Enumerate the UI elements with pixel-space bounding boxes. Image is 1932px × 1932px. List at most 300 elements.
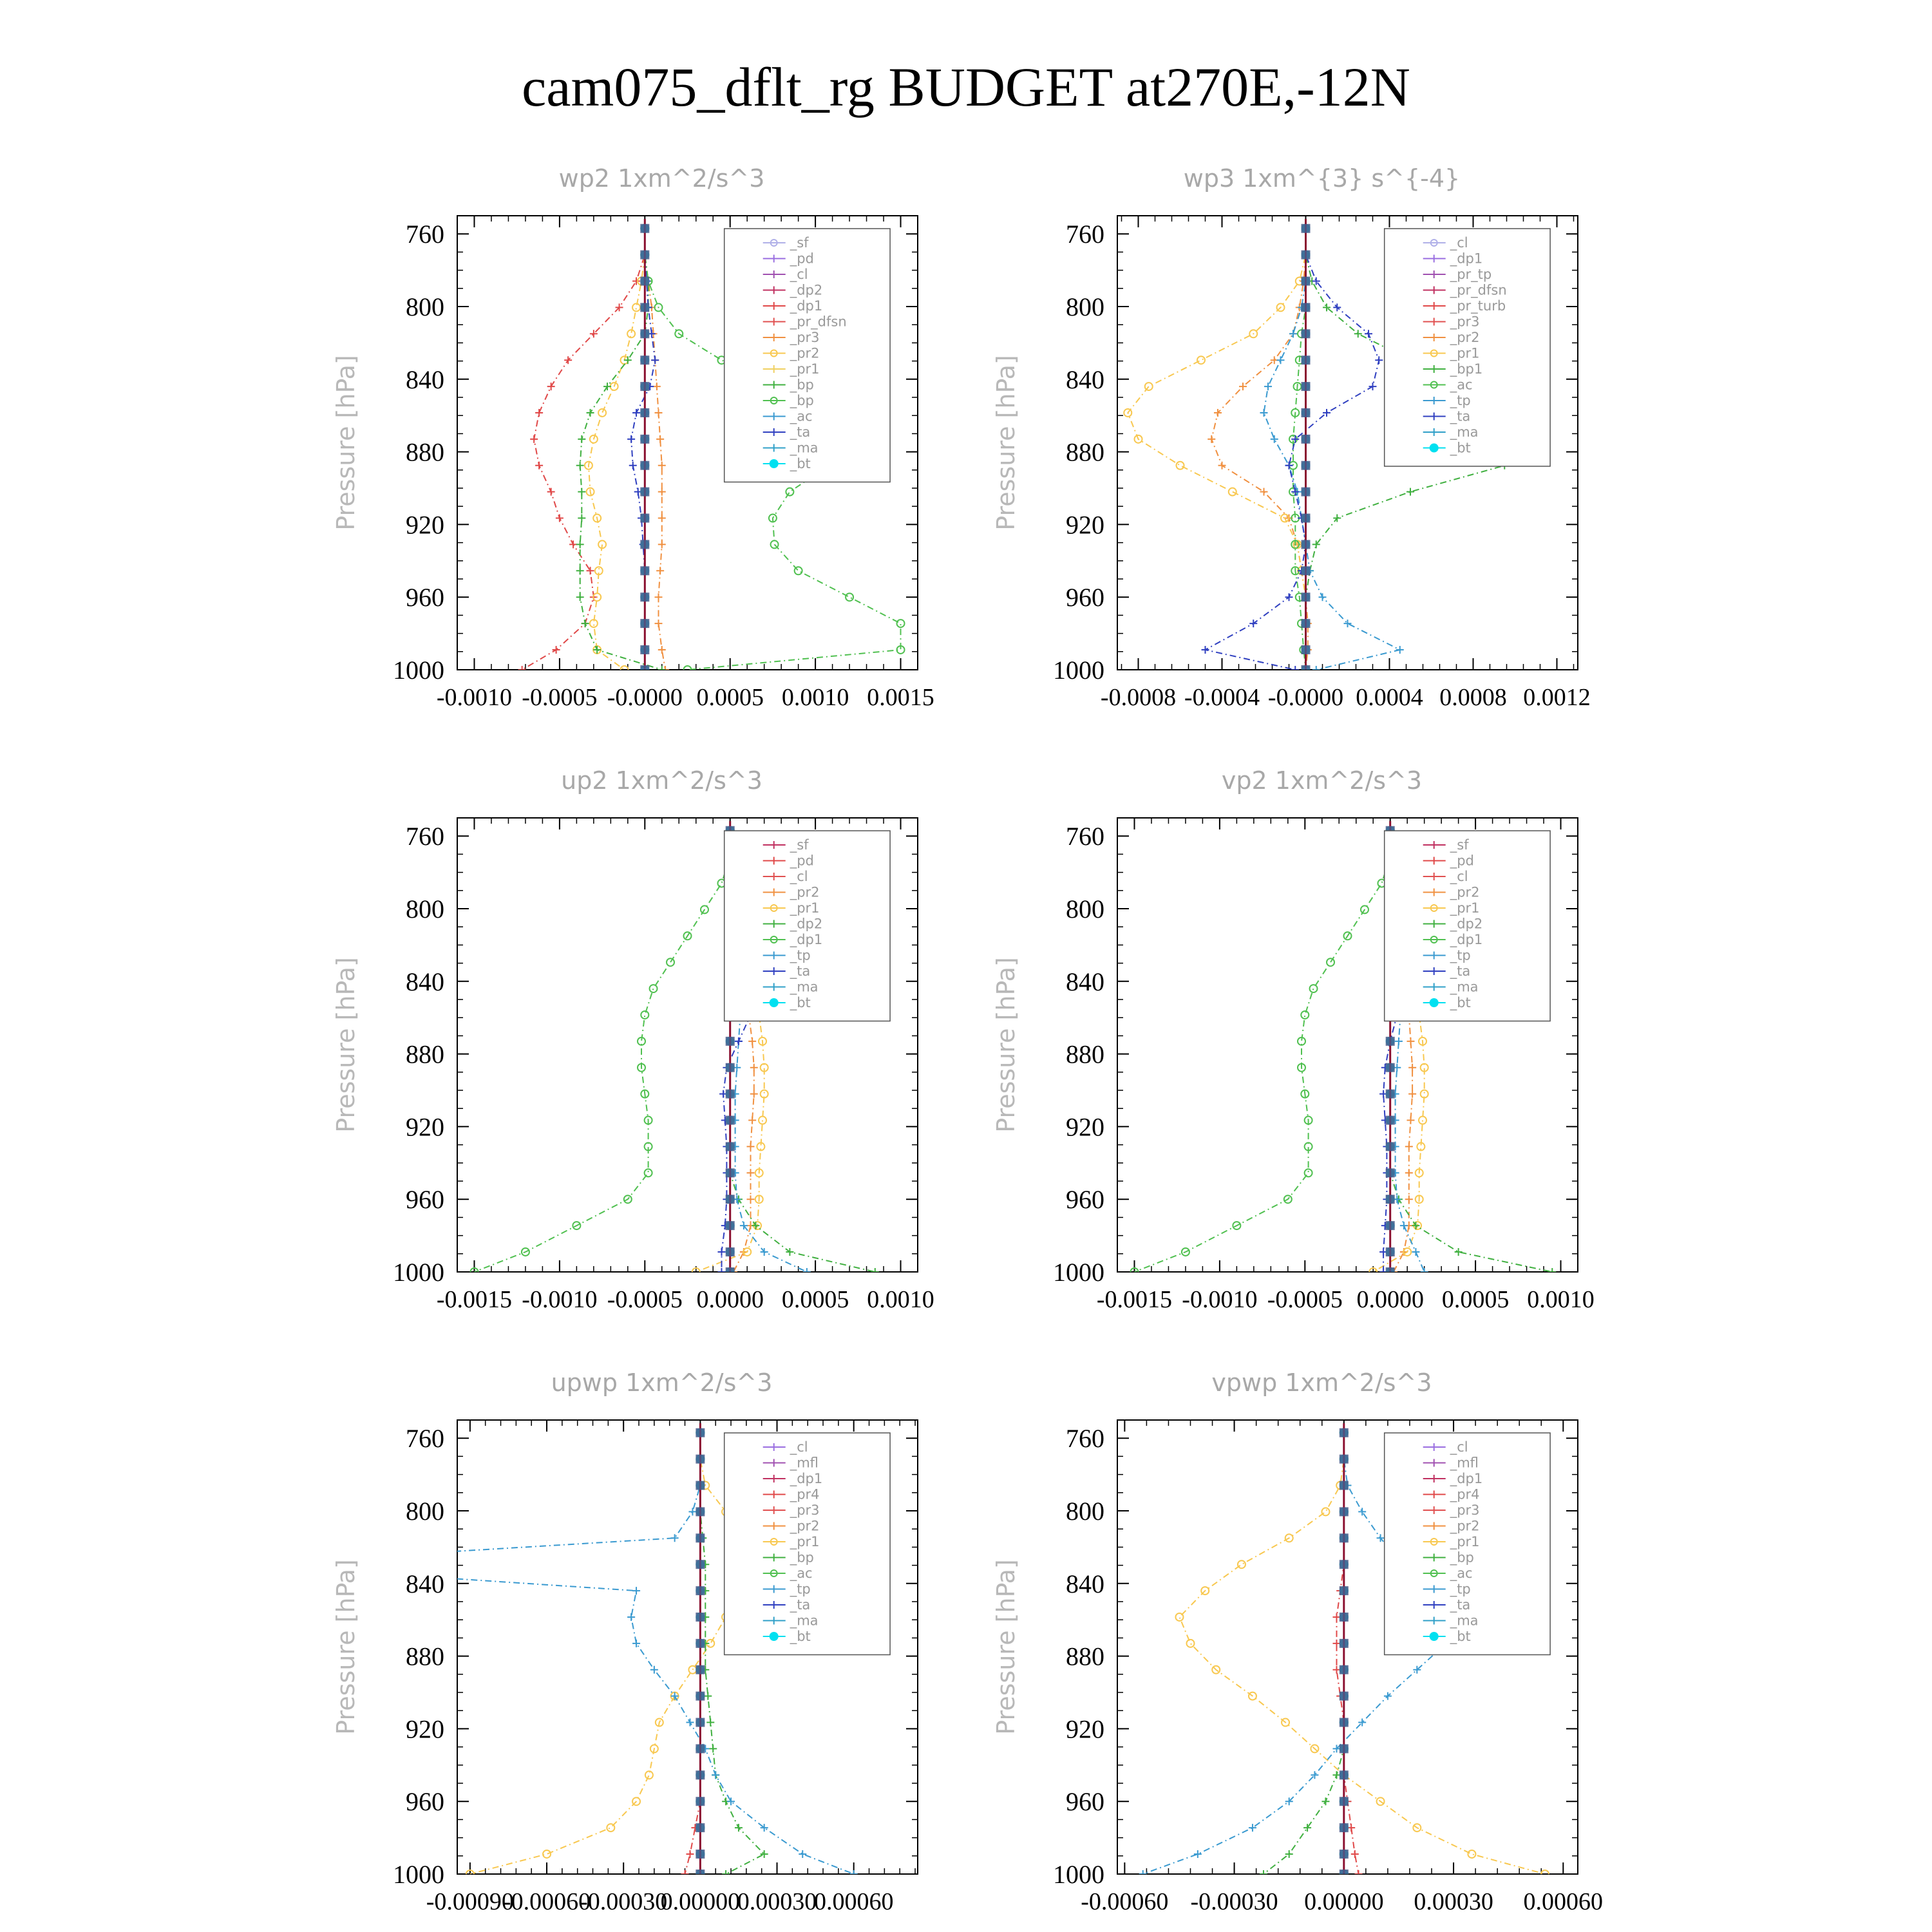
panel-title: up2 1xm^2/s^3	[561, 766, 762, 795]
zero-marker	[1386, 1267, 1395, 1276]
data-point	[1354, 330, 1362, 337]
y-tick-label: 880	[406, 437, 444, 467]
y-tick-label: 920	[406, 1714, 444, 1744]
legend-entry: _pr4	[790, 1486, 820, 1502]
series-line	[1264, 1433, 1344, 1874]
zero-marker	[640, 355, 649, 365]
data-point	[654, 620, 662, 627]
data-point	[641, 1011, 649, 1019]
series-line	[1264, 229, 1400, 670]
data-point	[1548, 1268, 1556, 1276]
legend-entry: _ma	[1450, 424, 1479, 440]
y-tick-label: 760	[406, 220, 444, 249]
legend-entry: _dp1	[1450, 251, 1483, 267]
zero-marker	[640, 408, 649, 417]
zero-marker	[1386, 1037, 1395, 1046]
page-title: cam075_dflt_rg BUDGET at270E,-12N	[522, 56, 1410, 118]
data-point	[658, 540, 666, 548]
zero-marker	[1386, 1142, 1395, 1151]
data-point	[748, 1117, 756, 1124]
legend-entry: _bp	[790, 1549, 814, 1566]
zero-marker	[1340, 1613, 1349, 1622]
data-point	[1468, 1850, 1475, 1858]
legend-entry: _bt	[1450, 1629, 1471, 1644]
y-tick-label: 760	[1066, 822, 1104, 851]
data-point	[1291, 666, 1299, 674]
data-point	[578, 435, 585, 443]
legend-entry: _pr_dfsn	[1450, 282, 1507, 298]
data-point	[1421, 1268, 1428, 1276]
zero-marker	[1302, 665, 1311, 674]
x-tick-label: 0.0005	[781, 1286, 849, 1313]
zero-marker	[1386, 1247, 1395, 1256]
x-tick-label: 0.00000	[1304, 1888, 1384, 1915]
zero-marker	[726, 1037, 735, 1046]
data-point	[1395, 1037, 1403, 1045]
data-point	[1264, 383, 1272, 390]
legend-entry: _bt	[1450, 995, 1471, 1010]
data-point	[1408, 1064, 1416, 1072]
data-point	[1358, 1508, 1366, 1515]
x-tick-label: 0.0012	[1523, 684, 1591, 711]
legend-entry: _ac	[790, 1566, 813, 1581]
x-tick-label: 0.0010	[867, 1286, 934, 1313]
legend-entry: _mfl	[790, 1455, 819, 1471]
y-tick-label: 840	[406, 365, 444, 394]
data-point	[761, 1850, 768, 1858]
zero-marker	[1302, 435, 1311, 444]
zero-marker	[1386, 1116, 1395, 1125]
data-point	[658, 462, 666, 469]
y-tick-label: 960	[406, 1787, 444, 1817]
legend-entry: _pd	[1450, 853, 1474, 869]
legend-entry: _ta	[790, 424, 811, 440]
data-point	[576, 593, 584, 601]
y-tick-label: 760	[1066, 1424, 1104, 1454]
data-point	[578, 515, 585, 522]
data-point	[706, 1719, 714, 1727]
y-tick-label: 1000	[393, 1860, 444, 1889]
zero-marker	[640, 566, 649, 575]
zero-marker	[726, 1116, 735, 1125]
data-point	[582, 620, 589, 627]
legend-entry: _ta	[790, 963, 811, 979]
zero-marker	[696, 1533, 705, 1542]
zero-marker	[1302, 382, 1311, 391]
data-point	[658, 488, 666, 496]
y-tick-label: 1000	[1053, 656, 1104, 685]
y-tick-label: 880	[406, 1642, 444, 1671]
legend-entry: _pr1	[1450, 900, 1480, 916]
legend-entry: _sf	[1450, 837, 1469, 853]
legend-entry: _pd	[790, 251, 814, 267]
zero-marker	[726, 1090, 735, 1099]
x-tick-label: 0.00000	[660, 1888, 741, 1915]
legend-entry: _pr2	[1450, 884, 1480, 900]
x-tick-label: 0.0008	[1439, 684, 1507, 711]
legend-entry: _pr2	[790, 345, 820, 361]
data-point	[717, 1248, 725, 1256]
x-tick-label: -0.0008	[1100, 684, 1177, 711]
legend-entry: _bt	[790, 1629, 811, 1644]
data-point	[1332, 1613, 1340, 1621]
zero-marker	[726, 1168, 735, 1177]
x-tick-label: 0.0005	[696, 684, 764, 711]
data-point	[748, 1037, 756, 1045]
zero-marker	[726, 1247, 735, 1256]
data-point	[1260, 1870, 1267, 1878]
panel-3	[332, 766, 934, 1313]
data-point	[632, 1587, 640, 1595]
data-point	[1218, 462, 1226, 469]
y-tick-label: 840	[406, 967, 444, 996]
zero-marker	[696, 1850, 705, 1859]
zero-marker	[1302, 355, 1311, 365]
data-point	[1289, 330, 1297, 337]
y-tick-label: 1000	[1053, 1860, 1104, 1889]
zero-marker	[640, 251, 649, 260]
data-point	[530, 435, 538, 443]
zero-marker	[1340, 1665, 1349, 1674]
legend-entry: _dp1	[1450, 932, 1483, 947]
legend-entry: _pr3	[790, 330, 820, 345]
legend-marker	[770, 459, 779, 468]
x-tick-label: 0.0005	[1441, 1286, 1510, 1313]
legend-entry: _bp	[790, 393, 814, 408]
data-point	[1321, 1508, 1329, 1515]
data-point	[1406, 488, 1414, 496]
zero-marker	[696, 1718, 705, 1727]
legend-marker	[1430, 444, 1439, 453]
data-point	[656, 435, 664, 443]
data-point	[746, 1195, 754, 1203]
y-tick-label: 800	[1066, 292, 1104, 321]
x-tick-label: 0.0004	[1356, 684, 1423, 711]
legend-entry: _ma	[1450, 1613, 1479, 1629]
data-point	[535, 462, 543, 469]
data-point	[556, 515, 564, 522]
legend-entry: _pr1	[790, 1534, 820, 1549]
y-tick-label: 800	[1066, 1497, 1104, 1526]
legend-entry: _dp1	[1450, 1471, 1483, 1486]
zero-marker	[726, 1195, 735, 1204]
data-point	[1285, 462, 1293, 469]
legend-entry: _pr4	[1450, 1486, 1480, 1502]
data-point	[803, 1268, 811, 1276]
x-tick-label: 0.00060	[1523, 1888, 1604, 1915]
zero-marker	[696, 1692, 705, 1701]
zero-marker	[696, 1665, 705, 1674]
legend-entry: _ma	[790, 440, 819, 456]
data-point	[1208, 435, 1215, 443]
y-axis-label: Pressure [hPa]	[992, 957, 1020, 1133]
y-tick-label: 800	[406, 1497, 444, 1526]
data-point	[1229, 488, 1236, 496]
data-point	[1238, 1560, 1245, 1568]
x-tick-label: -0.0015	[1096, 1286, 1173, 1313]
x-tick-label: -0.0000	[607, 684, 683, 711]
x-tick-label: 0.0010	[1527, 1286, 1595, 1313]
legend-entry: _ma	[790, 1613, 819, 1629]
y-tick-label: 840	[1066, 1569, 1104, 1598]
legend-entry: _dp2	[790, 282, 823, 298]
x-tick-label: -0.0004	[1184, 684, 1260, 711]
legend-marker	[770, 998, 779, 1007]
data-point	[1405, 1169, 1413, 1177]
panel-title: vpwp 1xm^2/s^3	[1211, 1368, 1432, 1397]
panel-6	[992, 1368, 1603, 1915]
data-point	[846, 593, 853, 601]
x-tick-label: -0.00090	[426, 1888, 514, 1915]
zero-marker	[1386, 1221, 1395, 1230]
panel-title: upwp 1xm^2/s^3	[551, 1368, 773, 1397]
y-tick-label: 1000	[1053, 1258, 1104, 1287]
zero-marker	[1340, 1744, 1349, 1753]
legend-entry: _pr1	[1450, 1534, 1480, 1549]
data-point	[1303, 1824, 1311, 1832]
data-point	[1214, 409, 1222, 417]
data-point	[1405, 1142, 1413, 1150]
data-point	[658, 646, 666, 654]
legend-entry: _pr3	[790, 1502, 820, 1518]
data-point	[746, 1142, 754, 1150]
zero-marker	[1302, 488, 1311, 497]
data-point	[1312, 666, 1320, 674]
legend-entry: _dp2	[790, 916, 823, 932]
legend-entry: _sf	[790, 235, 809, 251]
data-point	[518, 666, 526, 674]
zero-marker	[696, 1560, 705, 1569]
data-point	[656, 567, 664, 574]
data-point	[1332, 1771, 1340, 1779]
y-tick-label: 960	[1066, 583, 1104, 612]
data-point	[653, 383, 661, 390]
zero-marker	[640, 619, 649, 628]
data-point	[1305, 1169, 1312, 1177]
x-tick-label: -0.00030	[1190, 1888, 1278, 1915]
series-line	[1128, 229, 1305, 670]
legend-entry: _bt	[790, 456, 811, 471]
zero-marker	[1302, 619, 1311, 628]
zero-marker	[1302, 461, 1311, 470]
legend-entry: _dp2	[1450, 916, 1483, 932]
data-point	[1175, 1613, 1183, 1621]
series-line	[631, 229, 655, 670]
x-tick-label: -0.0005	[607, 1286, 683, 1313]
zero-marker	[640, 592, 649, 601]
legend-entry: _ta	[1450, 963, 1471, 979]
zero-marker	[640, 329, 649, 338]
data-point	[681, 1870, 689, 1878]
data-point	[587, 409, 594, 417]
data-point	[658, 515, 666, 522]
data-point	[564, 356, 572, 364]
legend-marker	[1430, 1632, 1439, 1641]
legend-entry: _sf	[790, 837, 809, 853]
data-point	[629, 462, 637, 469]
data-point	[786, 488, 793, 496]
data-point	[1396, 646, 1404, 654]
y-tick-label: 760	[406, 822, 444, 851]
zero-marker	[696, 1586, 705, 1595]
x-tick-label: -0.0000	[1267, 684, 1344, 711]
legend-entry: _cl	[1450, 869, 1468, 884]
data-point	[795, 567, 802, 574]
zero-marker	[1340, 1797, 1349, 1806]
data-point	[1365, 330, 1372, 337]
data-point	[709, 1745, 717, 1752]
data-point	[651, 356, 659, 364]
data-point	[627, 435, 635, 443]
y-tick-label: 760	[406, 1424, 444, 1454]
data-point	[1332, 1666, 1340, 1674]
y-tick-label: 880	[1066, 1039, 1104, 1069]
y-tick-label: 800	[406, 292, 444, 321]
data-point	[1406, 1117, 1414, 1124]
data-point	[1319, 593, 1327, 601]
legend-entry: _tp	[1450, 1581, 1471, 1597]
data-point	[576, 567, 584, 574]
data-point	[1412, 1248, 1419, 1256]
series-line	[1135, 831, 1390, 1272]
data-point	[1327, 958, 1334, 966]
zero-marker	[1302, 566, 1311, 575]
zero-marker	[1302, 329, 1311, 338]
data-point	[576, 462, 584, 469]
data-point	[850, 1870, 858, 1878]
zero-marker	[1340, 1850, 1349, 1859]
x-tick-label: 0.0010	[781, 684, 849, 711]
data-point	[553, 646, 560, 654]
zero-marker	[1302, 251, 1311, 260]
y-tick-label: 960	[406, 1185, 444, 1215]
data-point	[667, 958, 674, 966]
y-tick-label: 840	[1066, 365, 1104, 394]
zero-marker	[1302, 277, 1311, 286]
zero-marker	[1340, 1507, 1349, 1516]
legend-entry: _pr1	[1450, 345, 1480, 361]
zero-marker	[640, 382, 649, 391]
data-point	[871, 1268, 879, 1276]
legend-entry: _pr_tp	[1450, 267, 1492, 282]
zero-marker	[1340, 1639, 1349, 1648]
zero-marker	[1386, 1195, 1395, 1204]
data-point	[1260, 488, 1268, 496]
data-point	[569, 540, 577, 548]
zero-marker	[696, 1823, 705, 1832]
zero-marker	[1340, 1823, 1349, 1832]
y-tick-label: 1000	[393, 656, 444, 685]
y-tick-label: 1000	[393, 1258, 444, 1287]
x-tick-label: 0.0000	[696, 1286, 764, 1313]
data-point	[535, 409, 543, 417]
data-point	[1369, 383, 1377, 390]
zero-marker	[726, 1221, 735, 1230]
data-point	[752, 1222, 759, 1229]
y-axis-label: Pressure [hPa]	[992, 1559, 1020, 1735]
data-point	[897, 620, 905, 627]
legend-entry: _tp	[1450, 393, 1471, 408]
zero-marker	[640, 488, 649, 497]
legend-entry: _tp	[1450, 947, 1471, 963]
data-point	[576, 540, 584, 548]
data-point	[1405, 1195, 1413, 1203]
data-point	[543, 1850, 551, 1858]
zero-marker	[1302, 645, 1311, 654]
data-point	[1194, 1850, 1202, 1858]
zero-marker	[640, 645, 649, 654]
legend-marker	[1430, 998, 1439, 1007]
zero-marker	[1340, 1560, 1349, 1569]
zero-marker	[696, 1870, 705, 1879]
zero-marker	[726, 1063, 735, 1072]
data-point	[1406, 1037, 1414, 1045]
data-point	[1271, 435, 1278, 443]
data-point	[627, 1613, 635, 1621]
x-tick-label: 0.00030	[737, 1888, 817, 1915]
data-point	[587, 567, 594, 574]
data-point	[735, 1824, 743, 1832]
zero-marker	[1302, 303, 1311, 312]
zero-marker	[640, 461, 649, 470]
data-point	[1139, 1870, 1147, 1878]
legend-entry: _dp1	[790, 932, 823, 947]
x-tick-label: -0.00030	[580, 1888, 668, 1915]
data-point	[1384, 1692, 1392, 1700]
data-point	[236, 1560, 243, 1568]
zero-marker	[696, 1639, 705, 1648]
data-point	[712, 1771, 719, 1779]
series-line	[1293, 229, 1306, 670]
data-point	[1332, 1640, 1340, 1647]
data-point	[1347, 1824, 1355, 1832]
legend-entry: _tp	[790, 1581, 811, 1597]
y-tick-label: 960	[406, 583, 444, 612]
zero-marker	[1302, 224, 1311, 233]
data-point	[654, 593, 662, 601]
legend-entry: _pr3	[1450, 314, 1480, 330]
data-point	[1202, 646, 1209, 654]
data-point	[632, 409, 640, 417]
legend-entry: _pr1	[790, 900, 820, 916]
zero-marker	[1340, 1770, 1349, 1779]
data-point	[1351, 1850, 1359, 1858]
y-tick-label: 880	[406, 1039, 444, 1069]
zero-marker	[1302, 514, 1311, 523]
legend-entry: _pr1	[790, 361, 820, 377]
data-point	[688, 1508, 696, 1515]
legend-entry: _pr_dfsn	[790, 314, 847, 330]
x-tick-label: 0.0015	[867, 684, 934, 711]
legend-entry: _pr2	[1450, 330, 1480, 345]
data-point	[735, 1037, 743, 1045]
data-point	[746, 1169, 754, 1177]
zero-marker	[696, 1613, 705, 1622]
y-tick-label: 960	[1066, 1185, 1104, 1215]
legend-entry: _pr2	[790, 884, 820, 900]
x-tick-label: -0.0010	[1182, 1286, 1258, 1313]
legend-entry: _pr3	[1450, 1502, 1480, 1518]
zero-marker	[640, 277, 649, 286]
zero-marker	[696, 1481, 705, 1490]
legend-entry: _ta	[1450, 408, 1471, 424]
legend-entry: _tp	[790, 947, 811, 963]
x-tick-label: 0.00060	[813, 1888, 894, 1915]
x-tick-label: 0.0000	[1356, 1286, 1424, 1313]
zero-marker	[1340, 1586, 1349, 1595]
legend-entry: _bp	[1450, 1549, 1474, 1566]
data-point	[750, 1090, 758, 1098]
